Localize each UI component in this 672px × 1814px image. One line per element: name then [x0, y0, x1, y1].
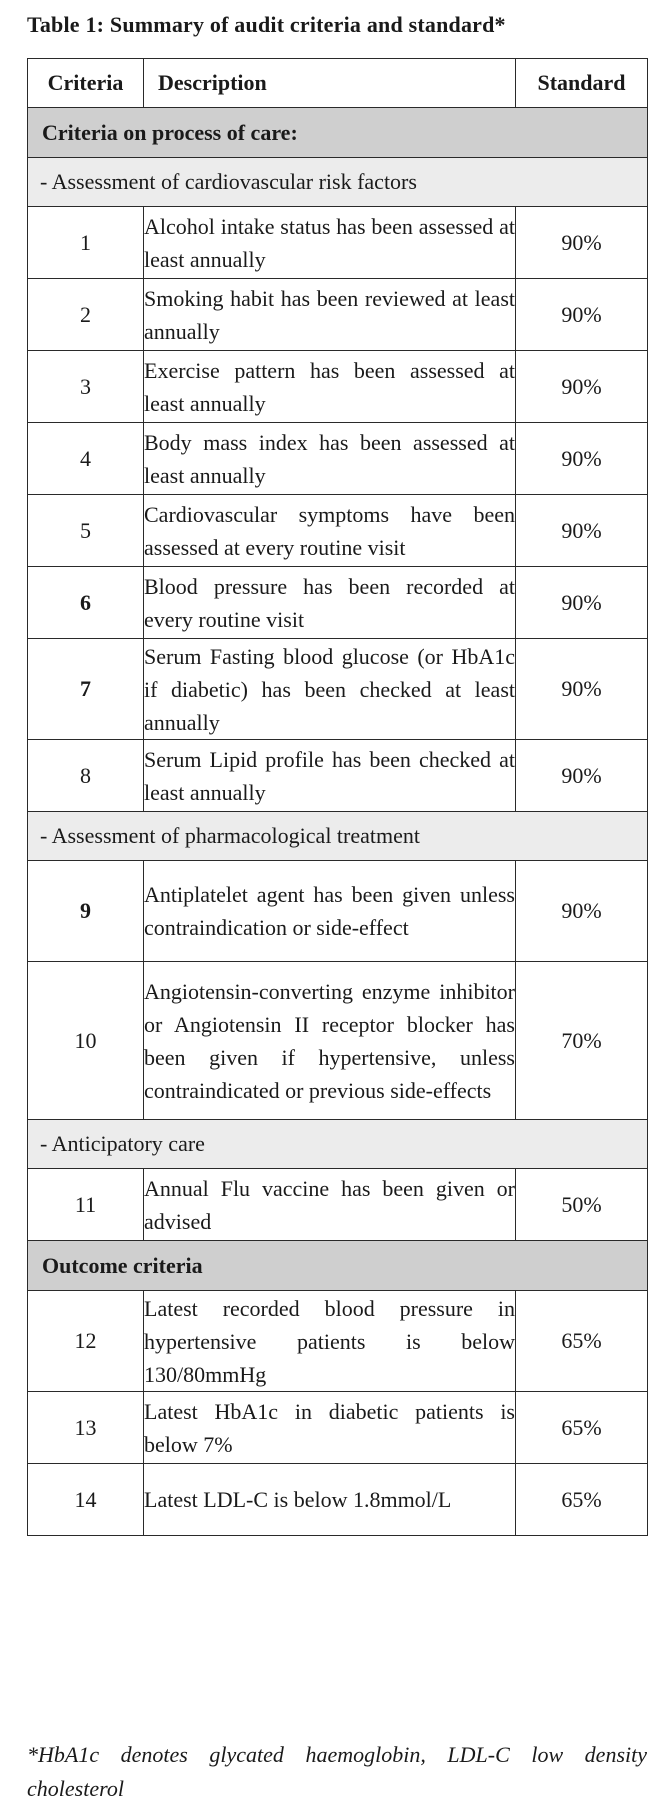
criteria-standard: 90%	[516, 207, 648, 279]
subsection-anticipatory-care: - Anticipatory care	[28, 1120, 648, 1169]
table-row	[28, 639, 648, 740]
criteria-description: Antiplatelet agent has been given unless contraindication or side-effect	[144, 861, 516, 962]
criteria-number: 3	[28, 351, 144, 423]
criteria-standard: 65%	[516, 1392, 648, 1464]
criteria-description: Cardiovascular symptoms have been assessed at every routine visit	[144, 495, 516, 567]
criteria-number: 2	[28, 279, 144, 351]
subsection-row	[28, 1120, 648, 1169]
criteria-standard: 90%	[516, 495, 648, 567]
table-footnote: *HbA1c denotes glycated haemoglobin, LDL-C low density cholesterol	[27, 1742, 647, 1801]
criteria-number: 13	[28, 1392, 144, 1464]
section-outcome-criteria: Outcome criteria	[28, 1241, 648, 1291]
criteria-standard: 90%	[516, 861, 648, 962]
criteria-number: 10	[28, 962, 144, 1120]
table-row	[28, 351, 648, 423]
table-header-row	[28, 59, 648, 108]
header-description: Description	[144, 59, 516, 108]
table-row	[28, 567, 648, 639]
criteria-description: Blood pressure has been recorded at every routine visit	[144, 567, 516, 639]
table-row	[28, 962, 648, 1120]
criteria-standard: 90%	[516, 567, 648, 639]
criteria-number: 9	[28, 861, 144, 962]
criteria-description: Latest recorded blood pressure in hypertensive patients is below 130/80mmHg	[144, 1291, 516, 1392]
criteria-description: Alcohol intake status has been assessed at least annually	[144, 207, 516, 279]
section-row	[28, 1241, 648, 1291]
criteria-description: Smoking habit has been reviewed at least annually	[144, 279, 516, 351]
criteria-description: Serum Fasting blood glucose (or HbA1c if diabetic) has been checked at least annually	[144, 639, 516, 740]
criteria-description: Latest LDL-C is below 1.8mmol/L	[144, 1464, 516, 1536]
criteria-standard: 50%	[516, 1169, 648, 1241]
table-row	[28, 207, 648, 279]
table-row	[28, 740, 648, 812]
header-standard: Standard	[516, 59, 648, 108]
criteria-description: Body mass index has been assessed at least annually	[144, 423, 516, 495]
table-row	[28, 1291, 648, 1392]
criteria-standard: 65%	[516, 1464, 648, 1536]
criteria-description: Exercise pattern has been assessed at least annually	[144, 351, 516, 423]
criteria-number: 6	[28, 567, 144, 639]
criteria-number: 5	[28, 495, 144, 567]
table-row	[28, 1464, 648, 1536]
criteria-standard: 90%	[516, 423, 648, 495]
audit-criteria-table	[27, 58, 648, 1536]
criteria-standard: 70%	[516, 962, 648, 1120]
criteria-number: 8	[28, 740, 144, 812]
subsection-pharmacological: - Assessment of pharmacological treatment	[28, 812, 648, 861]
criteria-standard: 90%	[516, 639, 648, 740]
criteria-number: 14	[28, 1464, 144, 1536]
criteria-number: 12	[28, 1291, 144, 1392]
section-process-of-care: Criteria on process of care:	[28, 108, 648, 158]
header-criteria: Criteria	[28, 59, 144, 108]
table-row	[28, 423, 648, 495]
table-row	[28, 1169, 648, 1241]
criteria-standard: 90%	[516, 351, 648, 423]
criteria-number: 7	[28, 639, 144, 740]
criteria-description: Latest HbA1c in diabetic patients is below 7%	[144, 1392, 516, 1464]
criteria-standard: 90%	[516, 279, 648, 351]
table-row	[28, 1392, 648, 1464]
subsection-cardiovascular: - Assessment of cardiovascular risk factors	[28, 158, 648, 207]
table-row	[28, 495, 648, 567]
criteria-standard: 65%	[516, 1291, 648, 1392]
criteria-number: 1	[28, 207, 144, 279]
subsection-row	[28, 158, 648, 207]
criteria-description: Serum Lipid profile has been checked at least annually	[144, 740, 516, 812]
subsection-row	[28, 812, 648, 861]
criteria-description: Annual Flu vaccine has been given or advised	[144, 1169, 516, 1241]
table-row	[28, 279, 648, 351]
criteria-description: Angiotensin-converting enzyme inhibitor or Angiotensin II receptor blocker has been given if hypertensive, unless contraindicated or previous side-effects	[144, 962, 516, 1120]
criteria-standard: 90%	[516, 740, 648, 812]
section-row	[28, 108, 648, 158]
table-row	[28, 861, 648, 962]
criteria-number: 4	[28, 423, 144, 495]
criteria-number: 11	[28, 1169, 144, 1241]
table-caption: Table 1: Summary of audit criteria and standard*	[27, 12, 506, 37]
